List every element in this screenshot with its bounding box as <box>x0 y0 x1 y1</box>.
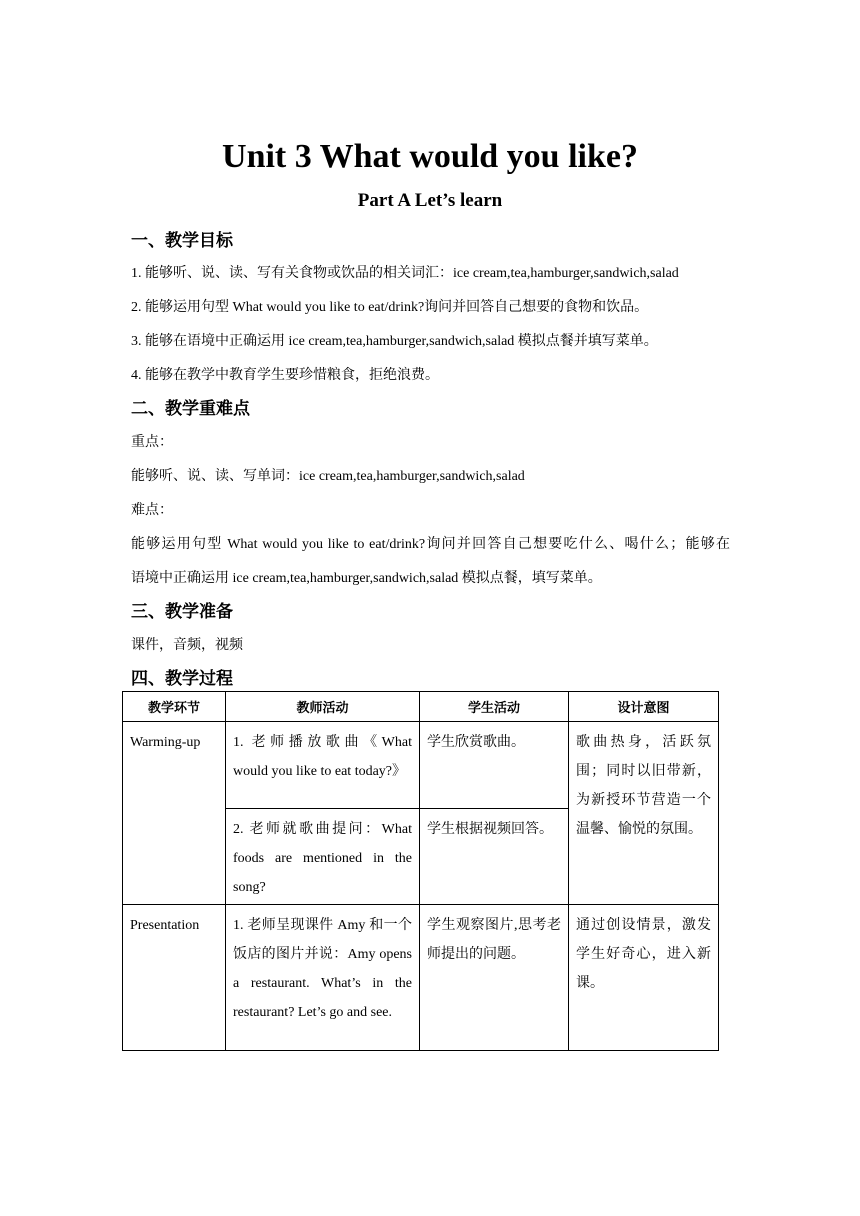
warmup-teacher-activity-2: 2. 老师就歌曲提问：What foods are mentioned in the song? <box>226 809 420 905</box>
warmup-student-activity-2: 学生根据视频回答。 <box>420 809 569 905</box>
objective-item-1: 1. 能够听、说、读、写有关食物或饮品的相关词汇：ice cream,tea,hamburger,sandwich,salad <box>131 266 679 281</box>
key-point-label: 重点： <box>131 435 173 450</box>
presentation-design-intent: 通过创设情景，激发学生好奇心，进入新课。 <box>569 905 719 1051</box>
key-point-text: 能够听、说、读、写单词：ice cream,tea,hamburger,sandwich,salad <box>131 469 525 484</box>
section-heading-process: 四、教学过程 <box>131 669 233 689</box>
warmup-teacher-activity-1: 1. 老师播放歌曲《What would you like to eat today?》 <box>226 722 420 809</box>
header-stage: 教学环节 <box>123 692 226 722</box>
difficulty-text-line-2: 语境中正确运用 ice cream,tea,hamburger,sandwich,salad 模拟点餐，填写菜单。 <box>131 571 602 586</box>
warmup-student-activity-1: 学生欣赏歌曲。 <box>420 722 569 809</box>
header-design-intent: 设计意图 <box>569 692 719 722</box>
warmup-design-intent: 歌曲热身，活跃氛围；同时以旧带新，为新授环节营造一个温馨、愉悦的氛围。 <box>569 722 719 905</box>
table-row <box>123 722 719 809</box>
teaching-process-table <box>122 691 719 1051</box>
stage-warmup: Warming-up <box>123 722 226 905</box>
document-title: Unit 3 What would you like? <box>222 138 638 175</box>
header-student-activity: 学生活动 <box>420 692 569 722</box>
header-teacher-activity: 教师活动 <box>226 692 420 722</box>
stage-presentation: Presentation <box>123 905 226 1051</box>
section-heading-preparation: 三、教学准备 <box>131 602 233 622</box>
objective-item-2: 2. 能够运用句型 What would you like to eat/drink?询问并回答自己想要的食物和饮品。 <box>131 300 649 315</box>
objective-item-4: 4. 能够在教学中教育学生要珍惜粮食，拒绝浪费。 <box>131 368 439 383</box>
table-header-row <box>123 692 719 722</box>
document-subtitle: Part A Let’s learn <box>357 190 503 211</box>
table-row <box>123 905 719 1051</box>
preparation-text: 课件，音频，视频 <box>131 638 243 653</box>
difficulty-label: 难点： <box>131 503 173 518</box>
presentation-teacher-activity-1: 1. 老师呈现课件 Amy 和一个饭店的图片并说：Amy opens a restaurant. What’s in the restaurant? Let’s go and see. <box>226 905 420 1051</box>
objective-item-3: 3. 能够在语境中正确运用 ice cream,tea,hamburger,sandwich,salad 模拟点餐并填写菜单。 <box>131 334 658 349</box>
section-heading-key-points: 二、教学重难点 <box>131 399 250 419</box>
difficulty-text-line-1: 能够运用句型 What would you like to eat/drink?询问并回答自己想要吃什么、喝什么；能够在 <box>131 537 730 552</box>
presentation-student-activity-1: 学生观察图片,思考老师提出的问题。 <box>420 905 569 1051</box>
section-heading-objectives: 一、教学目标 <box>131 231 233 251</box>
